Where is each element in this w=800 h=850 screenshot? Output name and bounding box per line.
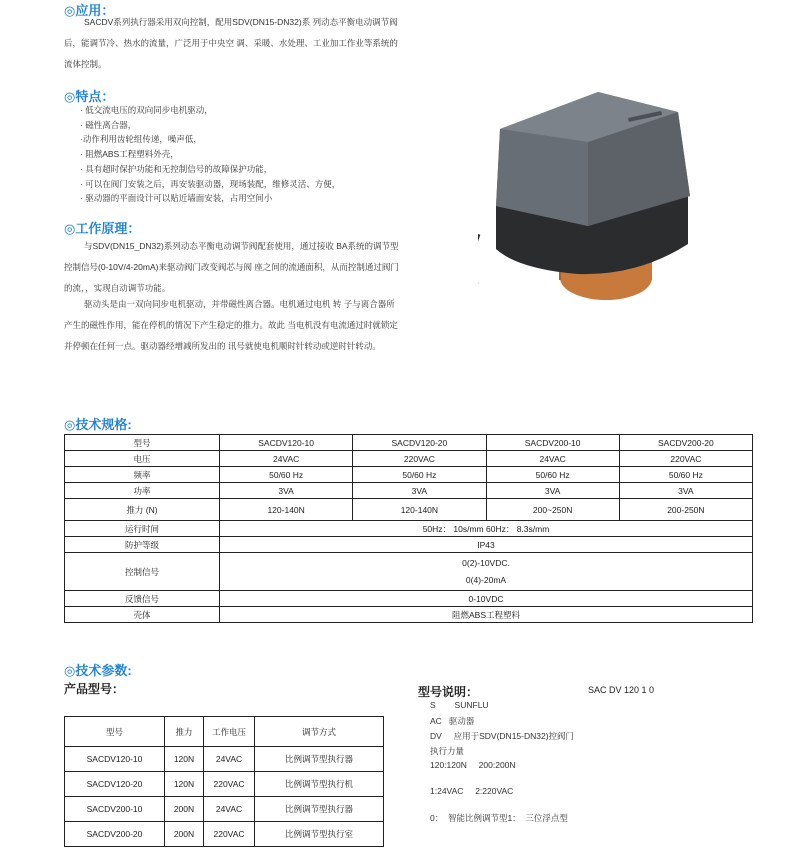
spec-header-cell: SACDV200-10	[486, 435, 619, 451]
param-header-cell: 工作电压	[204, 717, 255, 747]
table-row	[65, 822, 384, 847]
table-row	[65, 435, 753, 451]
spec-cell: 3VA	[619, 483, 752, 499]
model-notes-title: 型号说明：	[418, 685, 479, 699]
spec-cell: 3VA	[353, 483, 486, 499]
table-row	[65, 797, 384, 822]
spec-label: 控制信号	[65, 553, 220, 591]
spec-cell	[220, 553, 753, 591]
model-note-line: 1:24VAC 2:220VAC	[430, 786, 514, 796]
spec-cell: 50Hz： 10s/mm 60Hz： 8.3s/mm	[220, 521, 753, 537]
feature-item: · 低交流电压的双向同步电机驱动，	[80, 105, 213, 115]
spec-cell: 24VAC	[220, 451, 353, 467]
specs-table	[64, 434, 753, 623]
model-code: SAC DV 120 1 0	[588, 685, 655, 695]
application-heading: ◎应用：	[64, 3, 115, 18]
application-text: SACDV系列执行器采用双向控制，配用SDV(DN15-DN32)系 列动态平衡电动调节阀后，能调节冷、热水的流量，广泛用于中央空 调、采暖、水处理、工业加工作业等系统的流体控制。	[64, 17, 398, 69]
param-cell: 比例调节型执行室	[255, 822, 384, 847]
table-row	[65, 483, 753, 499]
spec-cell: 120-140N	[353, 499, 486, 521]
feature-item: · 阻燃ABS工程塑料外壳，	[80, 149, 179, 160]
product-model-label: 产品型号：	[64, 682, 125, 696]
spec-label: 电压	[65, 451, 220, 467]
actuator-product-image	[478, 84, 718, 314]
specs-heading: ◎技术规格:	[64, 417, 132, 432]
spec-header-cell: SACDV120-20	[353, 435, 486, 451]
param-header-cell: 型号	[65, 717, 165, 747]
spec-label: 功率	[65, 483, 220, 499]
spec-label: 推力 (N)	[65, 499, 220, 521]
params-heading: ◎技术参数:	[64, 663, 132, 678]
spec-cell: 阻燃ABS工程塑料	[220, 607, 753, 623]
param-cell: 比例调节型执行器	[255, 797, 384, 822]
principle-heading: ◎工作原理：	[64, 221, 141, 236]
model-note-line: 120:120N 200:200N	[430, 760, 516, 770]
features-list	[80, 103, 400, 206]
spec-label: 反馈信号	[65, 591, 220, 607]
param-cell: 220VAC	[204, 822, 255, 847]
spec-label: 运行时间	[65, 521, 220, 537]
feature-item: · 磁性离合器，	[80, 119, 137, 130]
model-note-line: AC 驱动器	[430, 716, 475, 726]
model-note-line: S SUNFLU	[430, 700, 489, 710]
table-row	[65, 499, 753, 521]
param-cell: 比例调节型执行器	[255, 747, 384, 772]
param-cell: 24VAC	[204, 747, 255, 772]
spec-cell: IP43	[220, 537, 753, 553]
spec-cell: 50/60 Hz	[486, 467, 619, 483]
table-row	[65, 467, 753, 483]
param-cell: 120N	[165, 772, 204, 797]
principle-paragraph-2: 驱动头是由一双向同步电机驱动，并带磁性离合器。电机通过电机 转 子与离合器所产生的磁性作用，能在停机的情况下产生稳定的推力。故此 当电机没有电流通过时就锁定并停顿在任何一点。驱动器经增减所发出的 讯号就使电机顺时针转动或逆时针转动。	[64, 299, 398, 351]
spec-label: 防护等级	[65, 537, 220, 553]
spec-cell: 50/60 Hz	[220, 467, 353, 483]
feature-item: · 可以在阀门安装之后，再安装驱动器，现场装配，维修灵活、方便，	[80, 178, 341, 189]
spec-cell: 200-250N	[619, 499, 752, 521]
spec-cell: 50/60 Hz	[353, 467, 486, 483]
param-cell: 比例调节型执行机	[255, 772, 384, 797]
table-row	[65, 591, 753, 607]
model-note-line: 0： 智能比例调节型1： 三位浮点型	[430, 813, 568, 823]
feature-item: · 具有超时保护功能和无控制信号的故障保护功能，	[80, 163, 273, 174]
model-note-line: 执行力量	[430, 746, 465, 756]
table-row	[65, 717, 384, 747]
param-cell: SACDV200-20	[65, 822, 165, 847]
table-row	[65, 607, 753, 623]
param-cell: 200N	[165, 822, 204, 847]
param-header-cell: 推力	[165, 717, 204, 747]
table-row	[65, 772, 384, 797]
spec-cell: 220VAC	[619, 451, 752, 467]
table-row	[65, 537, 753, 553]
features-heading: ◎特点：	[64, 89, 115, 104]
spec-label: 频率	[65, 467, 220, 483]
spec-header-cell: SACDV200-20	[619, 435, 752, 451]
param-cell: 220VAC	[204, 772, 255, 797]
feature-item: · 驱动器的平面设计可以贴近墙面安装，占用空间小	[80, 193, 273, 204]
param-header-cell: 调节方式	[255, 717, 384, 747]
param-cell: SACDV120-20	[65, 772, 165, 797]
spec-cell: 220VAC	[353, 451, 486, 467]
param-cell: SACDV200-10	[65, 797, 165, 822]
spec-cell: 50/60 Hz	[619, 467, 752, 483]
param-cell: 120N	[165, 747, 204, 772]
table-row	[65, 451, 753, 467]
control-signal-current: 0(4)-20mA	[465, 574, 507, 585]
spec-cell: 200~250N	[486, 499, 619, 521]
spec-header-cell: SACDV120-10	[220, 435, 353, 451]
spec-cell: 120-140N	[220, 499, 353, 521]
product-model-table	[64, 716, 384, 847]
spec-header-model: 型号	[65, 435, 220, 451]
table-row	[65, 521, 753, 537]
principle-paragraph-1: 与SDV(DN15_DN32)系列动态平衡电动调节阀配套使用，通过接收 BA系统的调节型控制信号(0-10V/4-20mA)来驱动阀门改变阀芯与阀 座之间的流通面积，从而控制通过阀门的流，，实现自动调节功能。	[64, 241, 399, 293]
table-row	[65, 553, 753, 591]
param-cell: SACDV120-10	[65, 747, 165, 772]
spec-label: 壳体	[65, 607, 220, 623]
control-signal-voltage: 0(2)-10VDC.	[462, 557, 510, 568]
table-row	[65, 747, 384, 772]
param-cell: 200N	[165, 797, 204, 822]
feature-item: ·动作利用齿轮组传递，噪声低，	[80, 134, 202, 145]
model-note-line: DV 应用于SDV(DN15-DN32)控阀门	[430, 731, 575, 741]
param-cell: 24VAC	[204, 797, 255, 822]
spec-cell: 24VAC	[486, 451, 619, 467]
spec-cell: 0-10VDC	[220, 591, 753, 607]
spec-cell: 3VA	[220, 483, 353, 499]
spec-cell: 3VA	[486, 483, 619, 499]
